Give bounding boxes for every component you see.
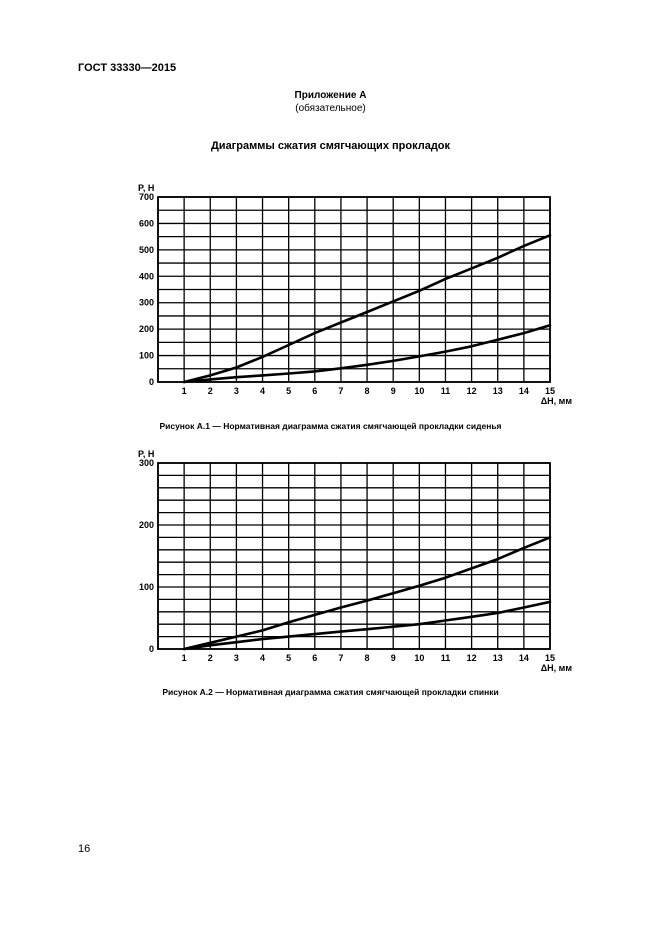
x-tick-label: 11 — [440, 653, 451, 663]
x-tick-label: 6 — [312, 386, 318, 396]
plot-frame — [158, 463, 550, 649]
page-number: 16 — [78, 843, 91, 855]
annex-title: Приложение А — [294, 90, 367, 101]
x-tick-label: 5 — [286, 386, 292, 396]
x-tick-label: 4 — [260, 653, 266, 663]
x-tick-label: 14 — [518, 386, 529, 396]
y-tick-label: 100 — [138, 350, 154, 361]
x-tick-label: 9 — [390, 386, 396, 396]
x-tick-label: 13 — [492, 653, 503, 663]
x-axis-label: ΔH, мм — [540, 663, 572, 673]
y-tick-label: 500 — [138, 244, 154, 255]
y-tick-label: 700 — [138, 192, 154, 202]
x-tick-label: 7 — [338, 653, 344, 663]
x-tick-label: 3 — [233, 653, 239, 663]
x-tick-label: 9 — [390, 653, 396, 663]
x-axis-label: ΔH, мм — [540, 396, 572, 406]
x-tick-label: 3 — [233, 386, 239, 396]
y-tick-label: 200 — [138, 324, 154, 335]
section-title: Диаграммы сжатия смягчающих прокладок — [210, 140, 451, 152]
x-tick-label: 4 — [260, 386, 266, 396]
y-tick-label: 0 — [148, 644, 154, 654]
x-tick-label: 1 — [181, 386, 187, 396]
y-tick-label: 0 — [148, 377, 154, 387]
y-tick-label: 400 — [138, 271, 154, 282]
x-tick-label: 2 — [207, 386, 213, 396]
chart-seat-compression — [0, 175, 661, 415]
x-tick-label: 12 — [466, 386, 477, 396]
x-tick-label: 8 — [364, 386, 370, 396]
x-tick-label: 15 — [544, 386, 556, 396]
y-axis-label: P, Н — [138, 183, 155, 193]
chart-back-compression — [0, 443, 661, 683]
x-tick-label: 10 — [414, 386, 425, 396]
figure-caption-1: Рисунок А.1 — Нормативная диаграмма сжатия смягчающей прокладки сиденья — [159, 421, 502, 431]
figure-caption-2: Рисунок А.2 — Нормативная диаграмма сжатия смягчающей прокладки спинки — [162, 687, 499, 697]
x-tick-label: 8 — [364, 653, 370, 663]
y-tick-label: 200 — [138, 520, 154, 530]
y-tick-label: 300 — [138, 458, 154, 468]
y-tick-label: 300 — [138, 297, 154, 308]
x-tick-label: 2 — [207, 653, 213, 663]
annex-status: (обязательное) — [295, 103, 366, 114]
y-tick-label: 600 — [138, 218, 154, 229]
x-tick-label: 12 — [466, 653, 477, 663]
x-tick-label: 10 — [414, 653, 425, 663]
x-tick-label: 1 — [181, 653, 187, 663]
x-tick-label: 13 — [492, 386, 503, 396]
y-axis-label: P, Н — [138, 449, 155, 459]
y-tick-label: 100 — [138, 582, 154, 592]
document-header: ГОСТ 33330—2015 — [78, 62, 177, 74]
x-tick-label: 6 — [312, 653, 318, 663]
x-tick-label: 5 — [286, 653, 292, 663]
x-tick-label: 11 — [440, 386, 451, 396]
x-tick-label: 7 — [338, 386, 344, 396]
x-tick-label: 14 — [518, 653, 529, 663]
x-tick-label: 15 — [544, 653, 556, 663]
